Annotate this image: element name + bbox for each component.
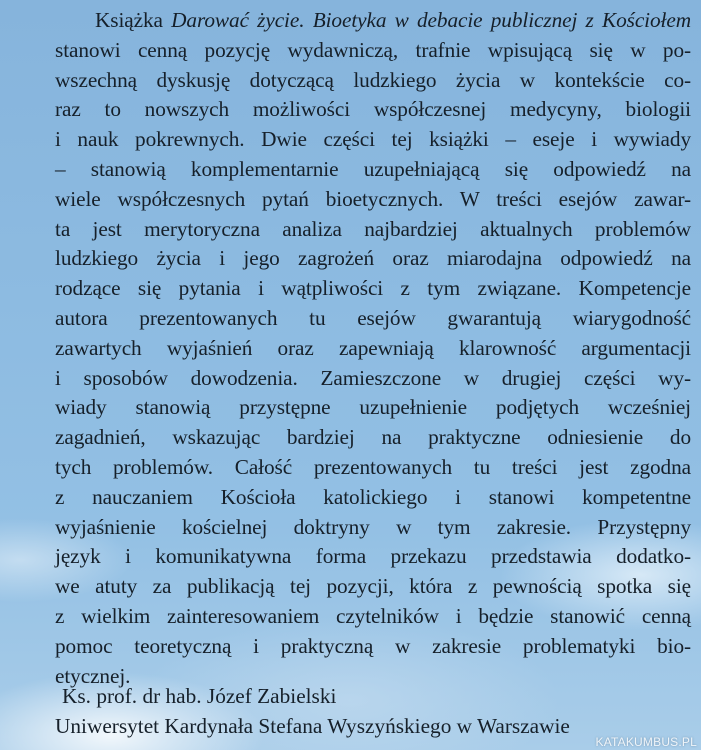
text-line: język i komunikatywna forma przekazu przedstawia dodatko- (55, 544, 691, 569)
text-line: wiele współczesnych pytań bioetycznych. W treści esejów zawar- (55, 186, 691, 211)
text-line: etycznej. (55, 663, 131, 688)
text-line: rodzące się pytania i wątpliwości z tym związane. Kompetencje (55, 276, 691, 301)
blurb-paragraph (55, 6, 691, 691)
text-line: ludzkiego życia i jego zagrożeń oraz miarodajna odpowiedź na (55, 246, 691, 271)
signature-block (55, 682, 695, 742)
text-line: wiady stanowią przystępne uzupełnienie podjętych wcześniej (55, 395, 691, 420)
author-affiliation: Uniwersytet Kardynała Stefana Wyszyńskiego w Warszawie (55, 713, 570, 738)
text-line: zagadnień, wskazując bardziej na praktyczne odniesienie do (55, 425, 691, 450)
text-line: pomoc teoretyczną i praktyczną w zakresie problematyki bio- (55, 633, 691, 658)
text-line: autora prezentowanych tu esejów gwarantują wiarygodność (55, 305, 691, 330)
text-line: i nauk pokrewnych. Dwie części tej książki – eseje i wywiady (55, 127, 691, 152)
text-line: – stanowią komplementarnie uzupełniającą się odpowiedź na (55, 156, 691, 181)
text-line: we atuty za publikacją tej pozycji, która z pewnością spotka się (55, 574, 691, 599)
text-line: wszechną dyskusję dotyczącą ludzkiego życia w kontekście co- (55, 67, 691, 92)
text-line: tych problemów. Całość prezentowanych tu treści jest zgodna (55, 454, 691, 479)
text-line: zawartych wyjaśnień oraz zapewniają klarowność argumentacji (55, 335, 691, 360)
text-line: z wielkim zainteresowaniem czytelników i będzie stanowić cenną (55, 603, 691, 628)
text-line-prefix: Książka (95, 8, 172, 32)
text-line: raz to nowszych możliwości współczesnej medycyny, biologii (55, 97, 691, 122)
author-name: Ks. prof. dr hab. Józef Zabielski (62, 684, 337, 708)
watermark-text: KATAKUMBUS.PL (595, 735, 697, 749)
book-title: Darować życie. Bioetyka w debacie publicznej z Kościołem (171, 8, 691, 32)
text-line: ta jest merytoryczna analiza najbardziej aktualnych problemów (55, 216, 691, 241)
text-line: i sposobów dowodzenia. Zamieszczone w drugiej części wy- (55, 365, 691, 390)
text-line: z nauczaniem Kościoła katolickiego i stanowi kompetentne (55, 484, 691, 509)
text-line (55, 6, 691, 36)
text-line: wyjaśnienie kościelnej doktryny w tym zakresie. Przystępny (55, 514, 691, 539)
text-line: stanowi cenną pozycję wydawniczą, trafnie wpisującą się w po- (55, 37, 691, 62)
